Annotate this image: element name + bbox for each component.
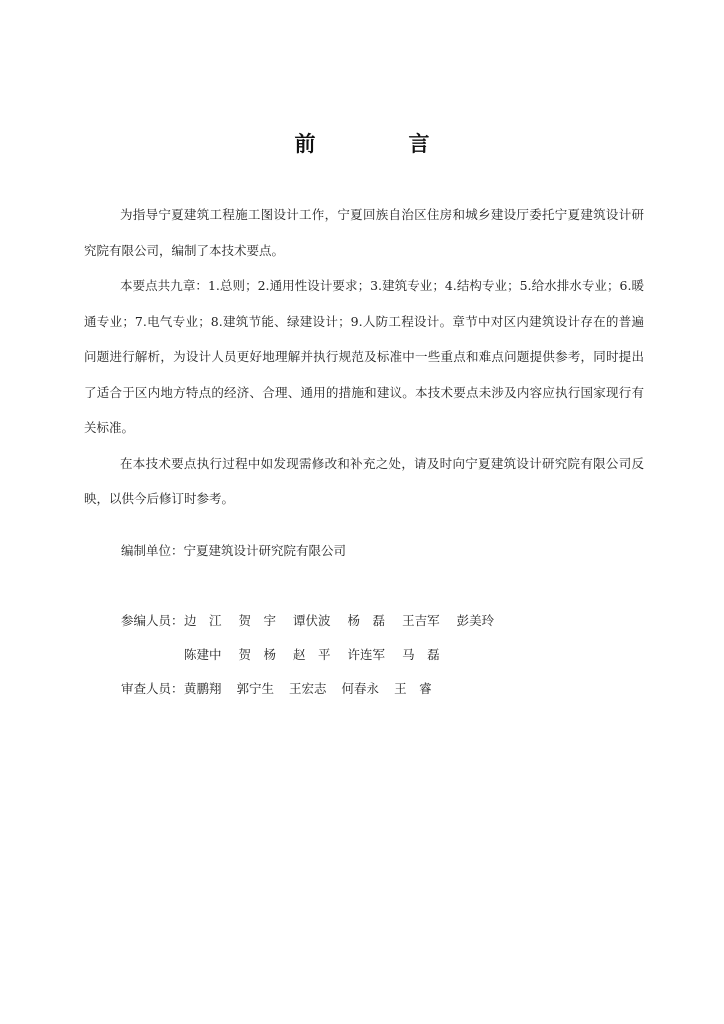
editor-name: 边 江 <box>184 613 222 628</box>
reviewer-name: 郭宁生 <box>236 681 275 696</box>
reviewer-name: 黄鹏翔 <box>184 681 222 696</box>
reviewer-name: 王宏志 <box>289 681 327 696</box>
editor-name: 赵 平 <box>293 647 331 662</box>
editor-name: 贺 杨 <box>238 647 277 662</box>
preface-paragraph-3: 在本技术要点执行过程中如发现需修改和补充之处，请及时向宁夏建筑设计研究院有限公司反映，以供今后修订时参考。 <box>84 455 644 506</box>
reviewer-name: 王 睿 <box>394 681 432 696</box>
editor-name: 王吉军 <box>402 613 440 628</box>
compiler-unit <box>121 538 346 564</box>
compiler-name: 宁夏建筑设计研究院有限公司 <box>183 543 347 558</box>
reviewers-row <box>121 672 511 706</box>
reviewer-name: 何春永 <box>341 681 380 696</box>
editors-label: 参编人员： <box>121 613 184 628</box>
editor-name: 贺 宇 <box>238 613 277 628</box>
editor-name: 杨 磊 <box>347 613 386 628</box>
editor-name: 许连军 <box>347 647 386 662</box>
editor-name: 陈建中 <box>184 647 222 662</box>
editor-name: 马 磊 <box>402 647 440 662</box>
preface-paragraph-1: 为指导宁夏建筑工程施工图设计工作，宁夏回族自治区住房和城乡建设厅委托宁夏建筑设计研究院有限公司，编制了本技术要点。 <box>84 207 644 258</box>
editor-name: 谭伏波 <box>293 613 331 628</box>
page-title: 前 言 <box>294 132 466 156</box>
editor-name: 彭美玲 <box>456 613 495 628</box>
reviewers-label: 审查人员： <box>121 681 184 696</box>
preface-paragraph-2: 本要点共九章：1.总则；2.通用性设计要求；3.建筑专业；4.结构专业；5.给水排水专业；6.暖通专业；7.电气专业；8.建筑节能、绿建设计；9.人防工程设计。章节中对区内建筑设计存在的普遍问题进行解析，为设计人员更好地理解并执行规范及标准中一些重点和难点问题提供参考，同时提出了适合于区内地方特点的经济、合理、通用的措施和建议。本技术要点未涉及内容应执行国家现行有关标准。 <box>84 278 644 435</box>
editors-row-1 <box>121 604 511 638</box>
editors-row-2 <box>121 638 511 672</box>
staff-list <box>121 604 511 706</box>
preface-body <box>84 197 644 517</box>
compiler-label: 编制单位： <box>121 543 184 558</box>
